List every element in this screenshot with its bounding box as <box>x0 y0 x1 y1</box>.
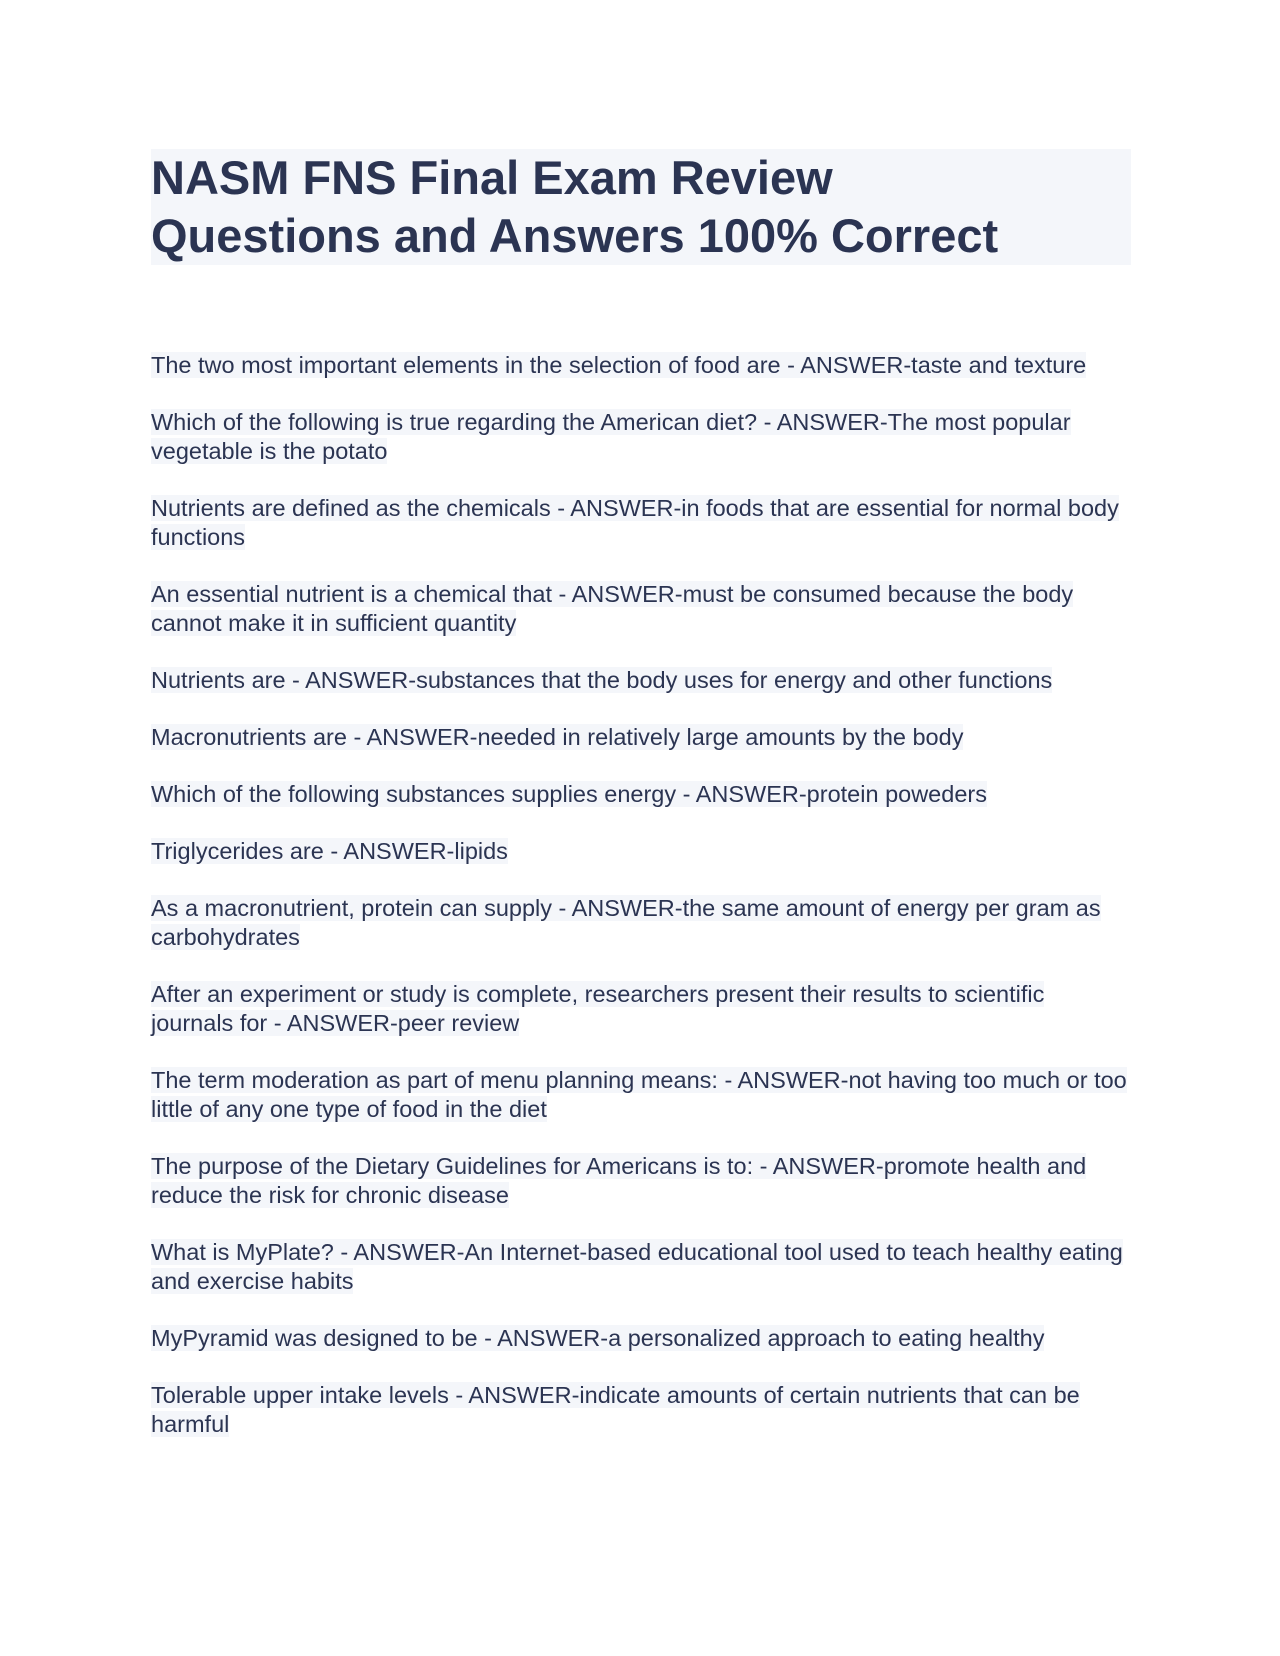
qa-text: What is MyPlate? - ANSWER-An Internet-based educational tool used to teach healthy eating and exercise habits <box>151 1239 1123 1294</box>
qa-item-7 <box>151 780 1131 809</box>
qa-item-4 <box>151 580 1131 638</box>
qa-text: Triglycerides are - ANSWER-lipids <box>151 838 508 864</box>
qa-item-3 <box>151 494 1131 552</box>
qa-item-8 <box>151 837 1131 866</box>
qa-list <box>151 351 1131 1439</box>
qa-text: An essential nutrient is a chemical that - ANSWER-must be consumed because the body cannot make it in sufficient quantity <box>151 581 1074 636</box>
title-line-2: Questions and Answers 100% Correct <box>151 207 1131 265</box>
qa-text: Nutrients are defined as the chemicals - ANSWER-in foods that are essential for normal body functions <box>151 495 1119 550</box>
qa-text: Which of the following substances supplies energy - ANSWER-protein poweders <box>151 781 987 807</box>
qa-item-13 <box>151 1238 1131 1296</box>
qa-item-9 <box>151 894 1131 952</box>
qa-item-5 <box>151 666 1131 695</box>
title-line-1: NASM FNS Final Exam Review <box>151 149 1131 207</box>
qa-item-14 <box>151 1324 1131 1353</box>
qa-text: Macronutrients are - ANSWER-needed in relatively large amounts by the body <box>151 724 964 750</box>
qa-item-12 <box>151 1152 1131 1210</box>
qa-item-1 <box>151 351 1131 380</box>
qa-item-2 <box>151 408 1131 466</box>
qa-text: MyPyramid was designed to be - ANSWER-a personalized approach to eating healthy <box>151 1325 1045 1351</box>
qa-text: After an experiment or study is complete, researchers present their results to scientific journals for - ANSWER-peer review <box>151 981 1045 1036</box>
qa-item-10 <box>151 980 1131 1038</box>
qa-item-6 <box>151 723 1131 752</box>
qa-text: Nutrients are - ANSWER-substances that the body uses for energy and other functions <box>151 667 1053 693</box>
document-title <box>151 149 1131 265</box>
document-page <box>151 149 1131 1467</box>
qa-item-15 <box>151 1381 1131 1439</box>
qa-text: The term moderation as part of menu planning means: - ANSWER-not having too much or too little of any one type of food in the diet <box>151 1067 1127 1122</box>
qa-text: The two most important elements in the selection of food are - ANSWER-taste and texture <box>151 352 1087 378</box>
qa-text: Which of the following is true regarding the American diet? - ANSWER-The most popular vegetable is the potato <box>151 409 1071 464</box>
qa-text: As a macronutrient, protein can supply - ANSWER-the same amount of energy per gram as carbohydrates <box>151 895 1101 950</box>
qa-text: The purpose of the Dietary Guidelines for Americans is to: - ANSWER-promote health and reduce the risk for chronic disease <box>151 1153 1087 1208</box>
qa-item-11 <box>151 1066 1131 1124</box>
qa-text: Tolerable upper intake levels - ANSWER-indicate amounts of certain nutrients that can be harmful <box>151 1382 1080 1437</box>
